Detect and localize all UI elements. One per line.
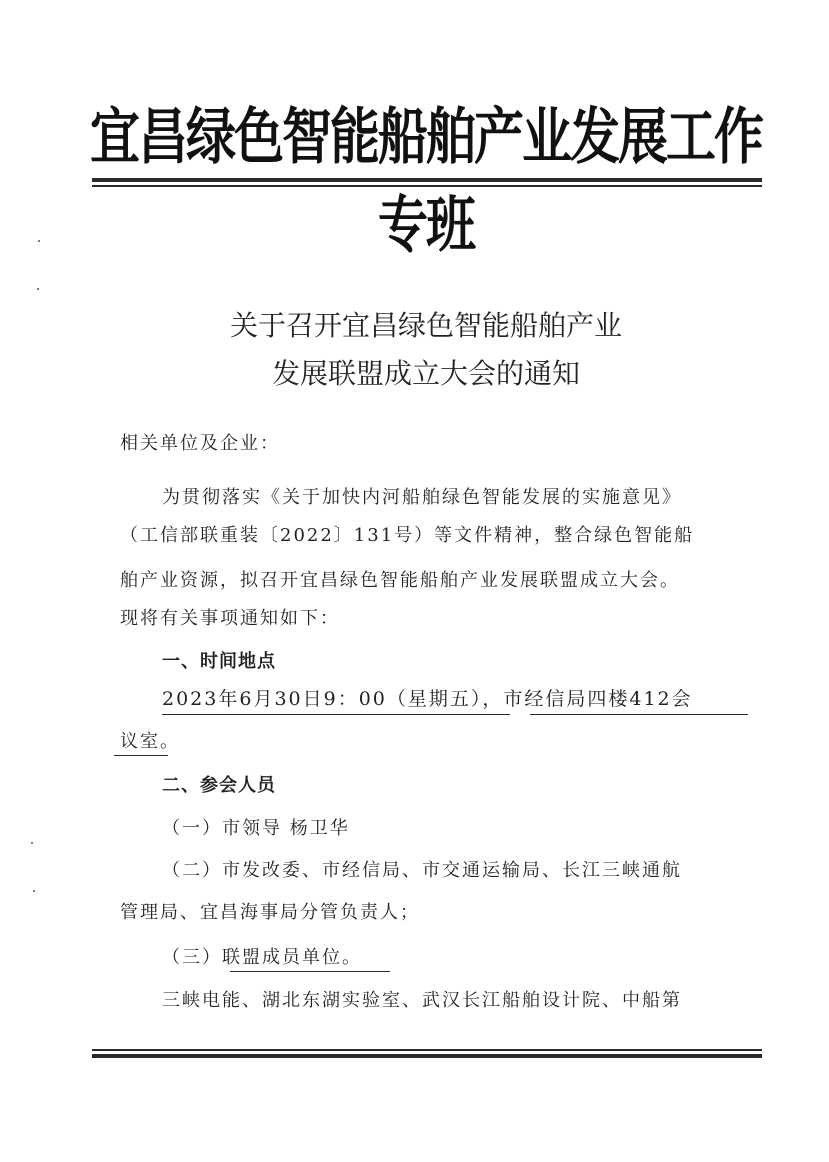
attendee-item-1: （一）市领导 杨卫华 bbox=[162, 818, 350, 839]
notice-title bbox=[90, 302, 762, 398]
attendee-item-3: （三）联盟成员单位。 bbox=[162, 947, 362, 968]
organization-header: 宜昌绿色智能船舶产业发展工作专班 bbox=[90, 101, 762, 261]
attendee-item-2-continued: 管理局、宜昌海事局分管负责人； bbox=[120, 902, 420, 923]
paragraph-line: 现将有关事项通知如下： bbox=[120, 608, 340, 629]
footer-double-rule bbox=[92, 1049, 762, 1058]
scan-speck bbox=[33, 890, 35, 892]
handwritten-underline-room bbox=[530, 714, 748, 715]
handwritten-underline-room-cont bbox=[114, 755, 168, 756]
paragraph-line: 舶产业资源，拟召开宜昌绿色智能船舶产业发展联盟成立大会。 bbox=[120, 570, 680, 591]
paragraph-line: （工信部联重装〔2022〕131号）等文件精神，整合绿色智能船 bbox=[120, 525, 695, 546]
section-heading-time-location: 一、时间地点 bbox=[162, 651, 276, 672]
header-double-rule bbox=[92, 178, 762, 187]
meeting-time-location: 2023年6月30日9：00（星期五），市经信局四楼412会 bbox=[162, 688, 693, 710]
scan-speck bbox=[38, 240, 40, 242]
title-line-1: 关于召开宜昌绿色智能船舶产业 bbox=[229, 309, 622, 342]
handwritten-underline-date bbox=[162, 714, 510, 715]
meeting-location-continued: 议室。 bbox=[120, 731, 180, 752]
attendee-item-2: （二）市发改委、市经信局、市交通运输局、长江三峡通航 bbox=[162, 860, 682, 881]
scan-speck bbox=[37, 288, 39, 290]
salutation: 相关单位及企业： bbox=[120, 433, 280, 454]
paragraph-line: 为贯彻落实《关于加快内河船舶绿色智能发展的实施意见》 bbox=[162, 487, 682, 508]
section-heading-attendees: 二、参会人员 bbox=[162, 775, 276, 796]
handwritten-underline-members bbox=[230, 971, 390, 972]
attendee-item-3-detail: 三峡电能、湖北东湖实验室、武汉长江船舶设计院、中船第 bbox=[162, 990, 682, 1011]
title-line-2: 发展联盟成立大会的通知 bbox=[271, 357, 580, 390]
scan-speck bbox=[31, 842, 33, 844]
